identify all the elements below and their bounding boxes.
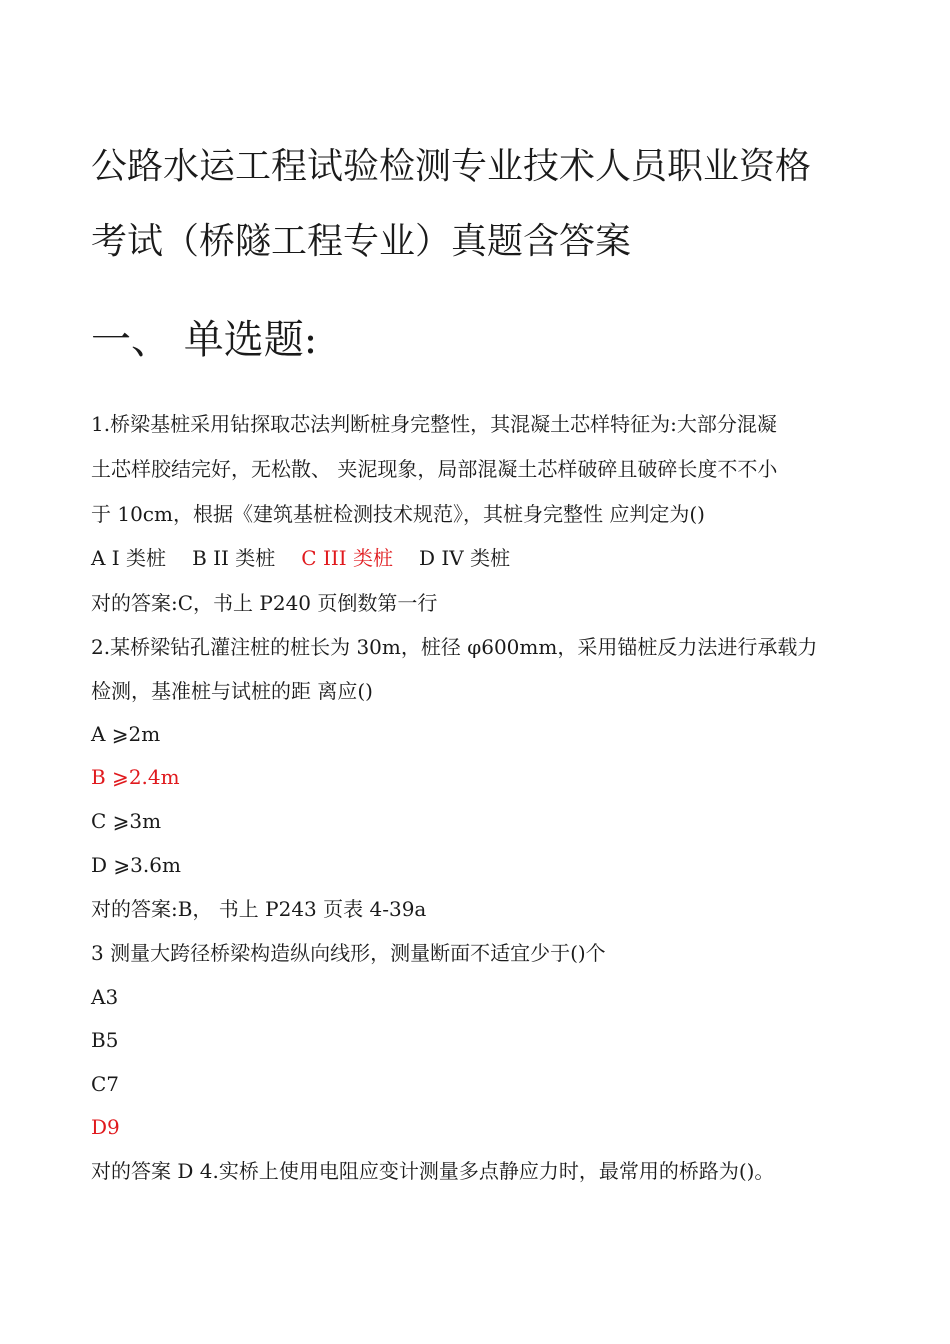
- question-3-answer-and-question-4: 对的答案 D 4.实桥上使用电阻应变计测量多点静应力时，最常用的桥路为()。: [91, 1159, 775, 1183]
- question-2-text-line-2: 检测，基准桩与试桩的距 离应(): [91, 679, 373, 703]
- question-3-option-b: B5: [91, 1028, 119, 1052]
- question-1-option-c-correct: C III 类桩: [301, 546, 393, 570]
- question-2-option-b-correct: B ⩾2.4m: [91, 765, 180, 789]
- document-title-line-1: 公路水运工程试验检测专业技术人员职业资格: [91, 146, 812, 187]
- section-heading-single-choice: 一、 单选题:: [91, 317, 318, 363]
- question-1-answer: 对的答案:C，书上 P240 页倒数第一行: [91, 591, 438, 615]
- question-3-text-line-1: 3 测量大跨径桥梁构造纵向线形，测量断面不适宜少于()个: [91, 941, 606, 965]
- question-2-option-a: A ⩾2m: [91, 722, 161, 746]
- question-1-text-line-3: 于 10cm，根据《建筑基桩检测技术规范》，其桩身完整性 应判定为(): [91, 502, 705, 526]
- question-3-option-a: A3: [91, 985, 119, 1009]
- question-1-options: [91, 544, 510, 572]
- question-1-option-a: A I 类桩: [91, 546, 167, 570]
- question-2-text-line-1: 2.某桥梁钻孔灌注桩的桩长为 30m，桩径 φ600mm，采用锚桩反力法进行承载力: [91, 635, 818, 659]
- question-1-option-d: D IV 类桩: [419, 546, 511, 570]
- question-1-text-line-1: 1.桥梁基桩采用钻探取芯法判断桩身完整性，其混凝土芯样特征为:大部分混凝: [91, 412, 777, 436]
- document-title-line-2: 考试（桥隧工程专业）真题含答案: [91, 221, 632, 262]
- question-2-option-c: C ⩾3m: [91, 809, 162, 833]
- question-3-option-d-correct: D9: [91, 1115, 120, 1139]
- question-2-option-d: D ⩾3.6m: [91, 853, 181, 877]
- question-1-option-b: B II 类桩: [192, 546, 276, 570]
- question-1-text-line-2: 土芯样胶结完好，无松散、 夹泥现象，局部混凝土芯样破碎且破碎长度不不小: [91, 457, 778, 481]
- question-2-answer: 对的答案:B， 书上 P243 页表 4-39a: [91, 897, 427, 921]
- question-3-option-c: C7: [91, 1072, 120, 1096]
